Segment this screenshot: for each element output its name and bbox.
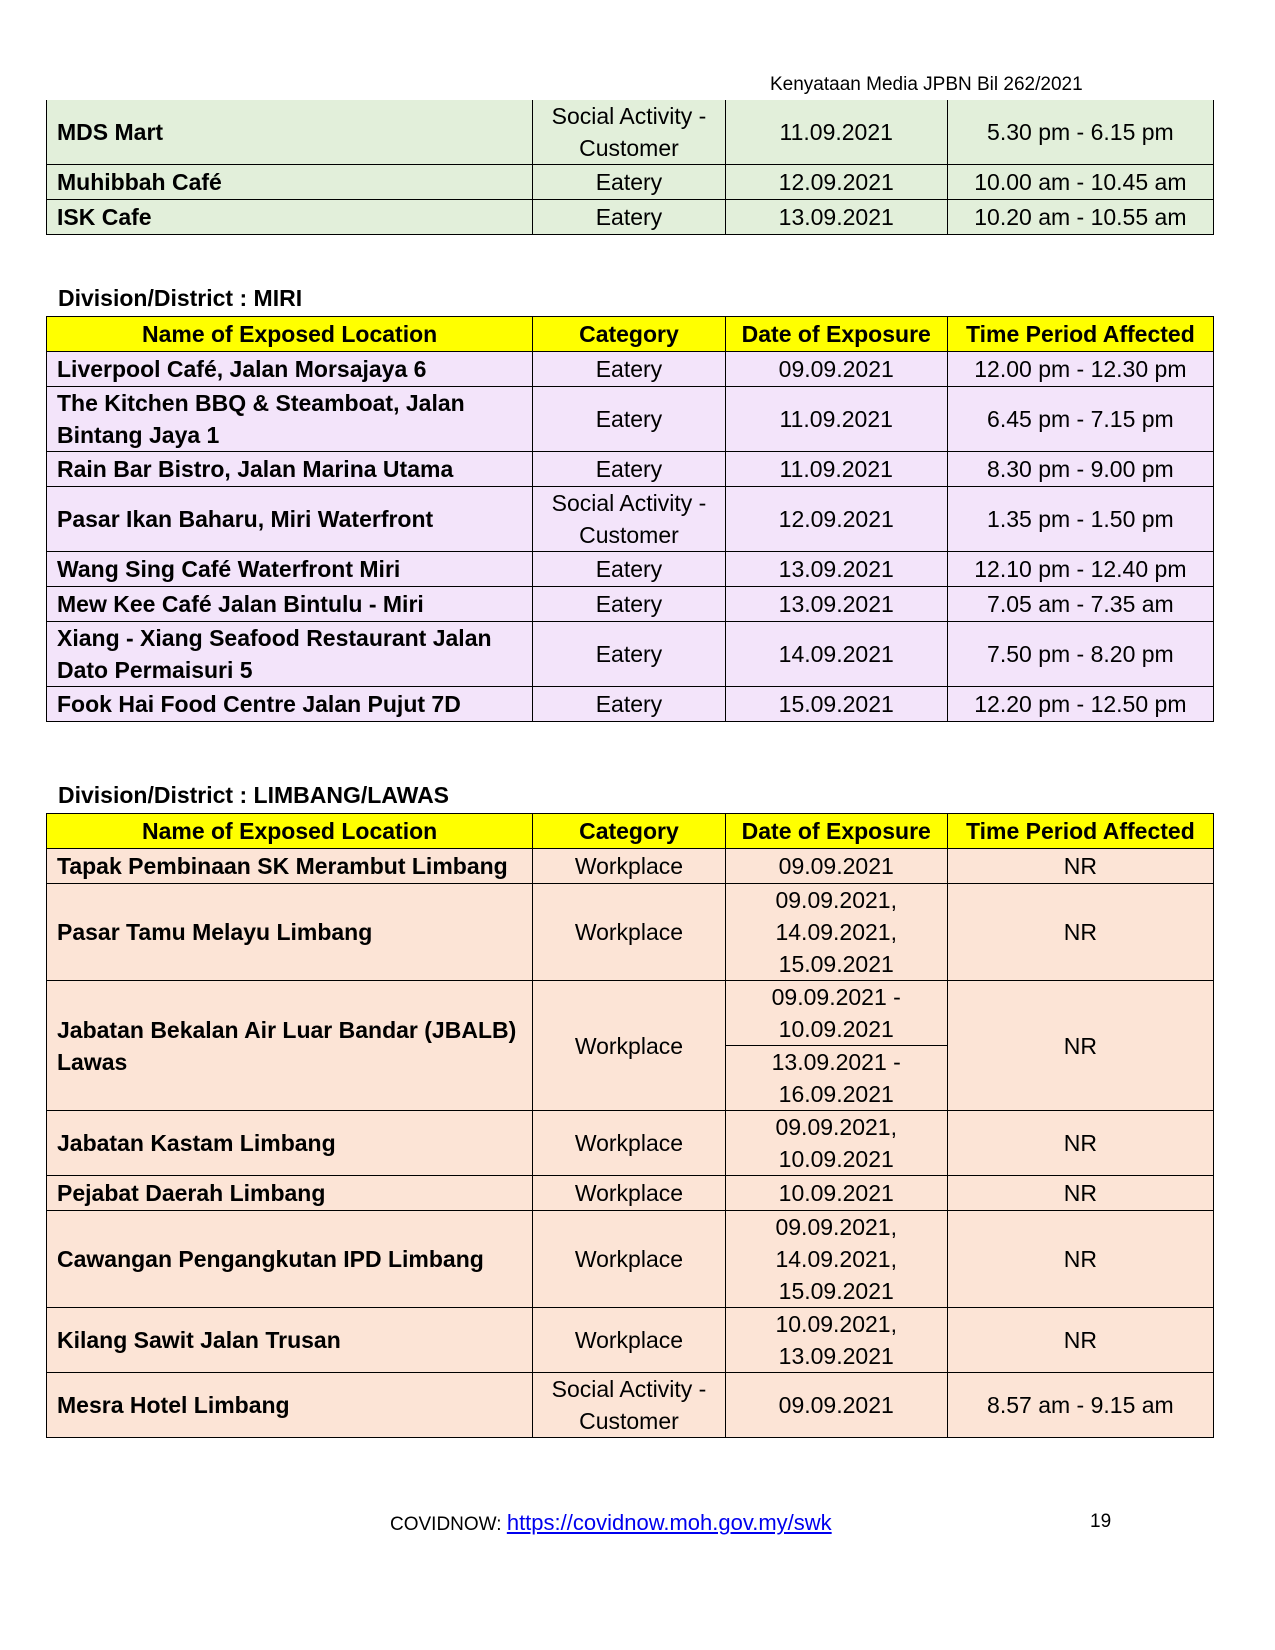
column-header-category: Category (533, 814, 726, 849)
time-cell: 1.35 pm - 1.50 pm (947, 487, 1213, 552)
date-cell: 10.09.2021 (725, 1176, 947, 1211)
exposure-table-limbang-lawas (46, 813, 1214, 1438)
category-cell: Social Activity - Customer (533, 487, 726, 552)
table-row (47, 387, 1214, 452)
table-row (47, 849, 1214, 884)
category-cell: Social Activity - Customer (533, 100, 726, 165)
table-header-row (47, 317, 1214, 352)
column-header-category: Category (533, 317, 726, 352)
date-cell: 15.09.2021 (725, 687, 947, 722)
date-cell: 09.09.2021, 10.09.2021 (725, 1111, 947, 1176)
category-cell: Eatery (533, 200, 726, 235)
footer (390, 1510, 832, 1536)
location-name: Rain Bar Bistro, Jalan Marina Utama (47, 452, 533, 487)
table-row (47, 687, 1214, 722)
time-cell: 7.05 am - 7.35 am (947, 587, 1213, 622)
time-cell: NR (947, 849, 1213, 884)
covidnow-link[interactable]: https://covidnow.moh.gov.my/swk (506, 1510, 832, 1535)
location-name: The Kitchen BBQ & Steamboat, Jalan Bintang Jaya 1 (47, 387, 533, 452)
category-cell: Eatery (533, 452, 726, 487)
time-cell: 5.30 pm - 6.15 pm (947, 100, 1213, 165)
column-header-time: Time Period Affected (947, 317, 1213, 352)
table-row (47, 622, 1214, 687)
table-row (47, 487, 1214, 552)
district-heading-limbang-lawas: Division/District : LIMBANG/LAWAS (58, 782, 450, 808)
time-cell: 10.00 am - 10.45 am (947, 165, 1213, 200)
time-cell: NR (947, 1308, 1213, 1373)
table-row (47, 884, 1214, 981)
time-cell: NR (947, 884, 1213, 981)
location-name: Jabatan Kastam Limbang (47, 1111, 533, 1176)
category-cell: Workplace (533, 884, 726, 981)
date-cell: 11.09.2021 (725, 452, 947, 487)
date-cell: 09.09.2021 (725, 1373, 947, 1438)
location-name: Liverpool Café, Jalan Morsajaya 6 (47, 352, 533, 387)
date-cell: 12.09.2021 (725, 165, 947, 200)
location-name: ISK Cafe (47, 200, 533, 235)
table-row (47, 200, 1214, 235)
exposure-table-continued (46, 100, 1214, 235)
category-cell: Workplace (533, 1111, 726, 1176)
category-cell: Eatery (533, 687, 726, 722)
time-cell: NR (947, 981, 1213, 1111)
location-name: Jabatan Bekalan Air Luar Bandar (JBALB) Lawas (47, 981, 533, 1111)
location-name: Pasar Tamu Melayu Limbang (47, 884, 533, 981)
table-row (47, 100, 1214, 165)
district-heading-miri: Division/District : MIRI (58, 285, 303, 311)
location-name: Kilang Sawit Jalan Trusan (47, 1308, 533, 1373)
location-name: Pejabat Daerah Limbang (47, 1176, 533, 1211)
table-row (47, 1211, 1214, 1308)
date-cell: 09.09.2021, 14.09.2021, 15.09.2021 (725, 884, 947, 981)
table-row (47, 352, 1214, 387)
category-cell: Workplace (533, 1308, 726, 1373)
time-cell: 7.50 pm - 8.20 pm (947, 622, 1213, 687)
column-header-name: Name of Exposed Location (47, 814, 533, 849)
time-cell: 12.20 pm - 12.50 pm (947, 687, 1213, 722)
table-row (47, 1373, 1214, 1438)
column-header-date: Date of Exposure (725, 317, 947, 352)
date-cell: 13.09.2021 (725, 200, 947, 235)
date-cell: 11.09.2021 (725, 387, 947, 452)
location-name: Cawangan Pengangkutan IPD Limbang (47, 1211, 533, 1308)
document-reference: Kenyataan Media JPBN Bil 262/2021 (770, 74, 1083, 95)
date-cell: 13.09.2021 (725, 552, 947, 587)
location-name: Pasar Ikan Baharu, Miri Waterfront (47, 487, 533, 552)
category-cell: Eatery (533, 387, 726, 452)
column-header-name: Name of Exposed Location (47, 317, 533, 352)
time-cell: 8.57 am - 9.15 am (947, 1373, 1213, 1438)
time-cell: 10.20 am - 10.55 am (947, 200, 1213, 235)
category-cell: Workplace (533, 981, 726, 1111)
category-cell: Workplace (533, 1176, 726, 1211)
location-name: Tapak Pembinaan SK Merambut Limbang (47, 849, 533, 884)
table-row (47, 552, 1214, 587)
time-cell: 12.00 pm - 12.30 pm (947, 352, 1213, 387)
time-cell: NR (947, 1211, 1213, 1308)
category-cell: Workplace (533, 849, 726, 884)
date-cell: 14.09.2021 (725, 622, 947, 687)
table-row (47, 981, 1214, 1046)
location-name: Mesra Hotel Limbang (47, 1373, 533, 1438)
time-cell: 12.10 pm - 12.40 pm (947, 552, 1213, 587)
date-cell: 09.09.2021 - 10.09.2021 (725, 981, 947, 1046)
page-number: 19 (1090, 1511, 1112, 1532)
date-cell: 10.09.2021, 13.09.2021 (725, 1308, 947, 1373)
column-header-time: Time Period Affected (947, 814, 1213, 849)
table-row (47, 1176, 1214, 1211)
date-cell: 09.09.2021 (725, 352, 947, 387)
exposure-table-miri (46, 316, 1214, 722)
table-row (47, 587, 1214, 622)
column-header-date: Date of Exposure (725, 814, 947, 849)
date-cell: 12.09.2021 (725, 487, 947, 552)
time-cell: 8.30 pm - 9.00 pm (947, 452, 1213, 487)
location-name: MDS Mart (47, 100, 533, 165)
location-name: Fook Hai Food Centre Jalan Pujut 7D (47, 687, 533, 722)
location-name: Mew Kee Café Jalan Bintulu - Miri (47, 587, 533, 622)
date-cell: 09.09.2021, 14.09.2021, 15.09.2021 (725, 1211, 947, 1308)
category-cell: Eatery (533, 165, 726, 200)
date-cell: 09.09.2021 (725, 849, 947, 884)
table-row (47, 1308, 1214, 1373)
category-cell: Workplace (533, 1211, 726, 1308)
location-name: Xiang - Xiang Seafood Restaurant Jalan Dato Permaisuri 5 (47, 622, 533, 687)
table-header-row (47, 814, 1214, 849)
table-row (47, 452, 1214, 487)
category-cell: Eatery (533, 352, 726, 387)
date-cell: 11.09.2021 (725, 100, 947, 165)
time-cell: 6.45 pm - 7.15 pm (947, 387, 1213, 452)
category-cell: Social Activity - Customer (533, 1373, 726, 1438)
date-cell: 13.09.2021 - 16.09.2021 (725, 1046, 947, 1111)
table-row (47, 165, 1214, 200)
location-name: Muhibbah Café (47, 165, 533, 200)
category-cell: Eatery (533, 552, 726, 587)
category-cell: Eatery (533, 622, 726, 687)
time-cell: NR (947, 1111, 1213, 1176)
footer-label: COVIDNOW: (390, 1514, 502, 1535)
location-name: Wang Sing Café Waterfront Miri (47, 552, 533, 587)
time-cell: NR (947, 1176, 1213, 1211)
date-cell: 13.09.2021 (725, 587, 947, 622)
category-cell: Eatery (533, 587, 726, 622)
table-row (47, 1111, 1214, 1176)
